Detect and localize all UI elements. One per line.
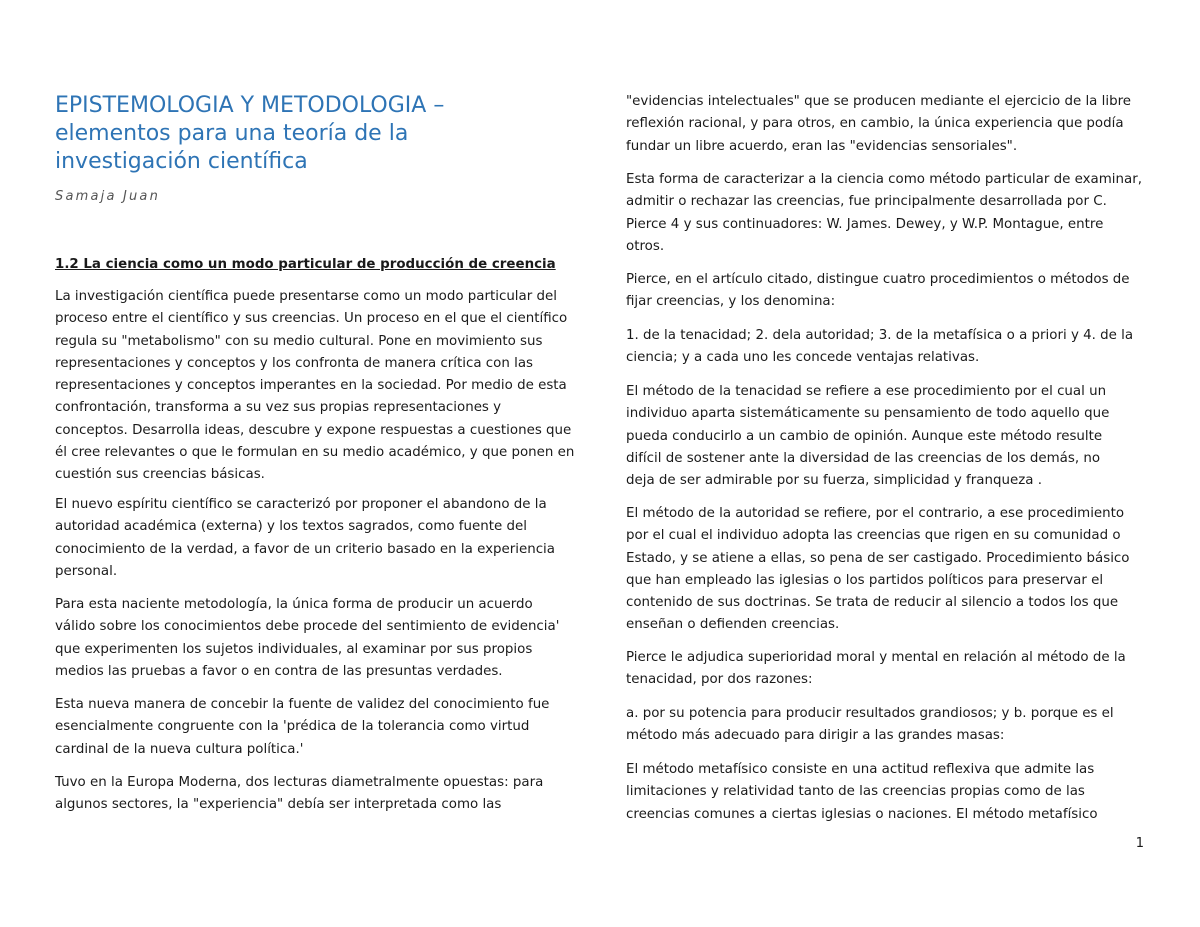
- text-line: cuestión sus creencias básicas.: [55, 467, 265, 483]
- text-line: ciencia; y a cada uno les concede ventajas relativas.: [626, 350, 980, 366]
- title-line: EPISTEMOLOGIA Y METODOLOGIA –: [55, 93, 445, 118]
- text-line: fundar un libre acuerdo, eran las "evidencias sensoriales".: [626, 138, 1018, 154]
- text-line: difícil de sostener ante la diversidad de las creencias de los demás, no: [626, 450, 1101, 466]
- text-line: 1. de la tenacidad; 2. dela autoridad; 3. de la metafísica o a priori y 4. de la: [626, 328, 1134, 343]
- text-line: Esta nueva manera de concebir la fuente de validez del conocimiento fue: [55, 697, 550, 712]
- title-line: investigación científica: [55, 149, 308, 174]
- text-line: regula su "metabolismo" con su medio cultural. Pone en movimiento sus: [55, 333, 543, 349]
- text-line: Pierce 4 y sus continuadores: W. James. Dewey, y W.P. Montague, entre: [626, 216, 1104, 232]
- document-title: [55, 92, 575, 176]
- text-line: otros.: [626, 238, 665, 254]
- text-line: Para esta naciente metodología, la única forma de producir un acuerdo: [55, 597, 533, 612]
- text-line: Esta forma de caracterizar a la ciencia como método particular de examinar,: [626, 172, 1142, 187]
- text-line: El método de la autoridad se refiere, por el contrario, a ese procedimiento: [626, 506, 1125, 521]
- text-line: Tuvo en la Europa Moderna, dos lecturas diametralmente opuestas: para: [55, 775, 544, 790]
- text-line: Pierce le adjudica superioridad moral y mental en relación al método de la: [626, 650, 1126, 665]
- paragraph: [626, 647, 1141, 692]
- title-line: elementos para una teoría de la: [55, 121, 409, 146]
- text-line: cardinal de la nueva cultura política.': [55, 741, 304, 757]
- text-line: método más adecuado para dirigir a las grandes masas:: [626, 728, 1005, 744]
- text-line: conceptos. Desarrolla ideas, descubre y expone respuestas a cuestiones que: [55, 422, 572, 438]
- text-line: conocimiento de la verdad, a favor de un criterio basado en la experiencia: [55, 541, 555, 557]
- paragraph: [55, 594, 575, 683]
- text-line: medios las pruebas a favor o en contra de las presuntas verdades.: [55, 663, 503, 679]
- text-line: pueda conducirlo a un cambio de opinión. Aunque este método resulte: [626, 428, 1103, 444]
- text-line: a. por su potencia para producir resultados grandiosos; y b. porque es el: [626, 706, 1114, 721]
- paragraph: [626, 381, 1141, 492]
- paragraph: [626, 91, 1141, 158]
- paragraph: [55, 772, 575, 817]
- author-name: Samaja Juan: [55, 189, 161, 204]
- text-line: El método de la tenacidad se refiere a ese procedimiento por el cual un: [626, 384, 1107, 399]
- paragraph: [626, 503, 1141, 637]
- text-line: personal.: [55, 563, 118, 579]
- text-line: válido sobre los conocimientos debe procede del sentimiento de evidencia': [55, 619, 560, 635]
- text-line: fijar creencias, y los denomina:: [626, 294, 836, 310]
- page-number: 1: [1135, 836, 1144, 851]
- text-line: algunos sectores, la "experiencia" debía ser interpretada como las: [55, 797, 502, 813]
- text-line: esencialmente congruente con la 'prédica de la tolerancia como virtud: [55, 719, 530, 735]
- text-line: enseñan o defienden creencias.: [626, 617, 840, 633]
- text-line: El método metafísico consiste en una actitud reflexiva que admite las: [626, 762, 1095, 777]
- text-line: proceso entre el científico y sus creencias. Un proceso en el que el científico: [55, 311, 568, 327]
- text-line: creencias comunes a ciertas iglesias o naciones. El método metafísico: [626, 806, 1098, 822]
- paragraph: [626, 325, 1141, 370]
- paragraph: [55, 286, 575, 487]
- paragraph: [626, 759, 1141, 826]
- text-line: autoridad académica (externa) y los textos sagrados, como fuente del: [55, 519, 527, 535]
- text-line: confrontación, transforma a su vez sus propias representaciones y: [55, 400, 502, 416]
- text-line: tenacidad, por dos razones:: [626, 672, 813, 688]
- text-line: representaciones y conceptos imperantes en la sociedad. Por medio de esta: [55, 378, 567, 394]
- text-line: reflexión racional, y para otros, en cambio, la única experiencia que podía: [626, 116, 1124, 132]
- text-line: representaciones y conceptos y los confronta de manera crítica con las: [55, 355, 533, 371]
- text-line: La investigación científica puede presentarse como un modo particular del: [55, 289, 557, 304]
- paragraph: [626, 269, 1141, 314]
- paragraph: [55, 694, 575, 761]
- text-line: admitir o rechazar las creencias, fue principalmente desarrollada por C.: [626, 194, 1107, 210]
- text-line: individuo aparta sistemáticamente su pensamiento de todo aquello que: [626, 406, 1110, 422]
- text-line: El nuevo espíritu científico se caracterizó por proponer el abandono de la: [55, 497, 547, 512]
- paragraph: [626, 703, 1141, 748]
- text-line: por el cual el individuo adopta las creencias que rigen en su comunidad o: [626, 528, 1121, 544]
- section-heading: 1.2 La ciencia como un modo particular de producción de creencia: [55, 257, 556, 272]
- text-line: limitaciones y relatividad tanto de las creencias propias como de las: [626, 784, 1085, 800]
- text-line: deja de ser admirable por su fuerza, simplicidad y franqueza .: [626, 473, 1042, 489]
- paragraph: [626, 169, 1141, 258]
- text-line: él cree relevantes o que le formulan en su medio académico, y que ponen en: [55, 445, 575, 461]
- text-line: Estado, y se atiene a ellas, so pena de ser castigado. Procedimiento básico: [626, 550, 1130, 566]
- text-line: contenido de sus doctrinas. Se trata de reducir al silencio a todos los que: [626, 595, 1119, 611]
- paragraph: [55, 494, 575, 583]
- text-line: Pierce, en el artículo citado, distingue cuatro procedimientos o métodos de: [626, 272, 1130, 287]
- text-line: que han empleado las iglesias o los partidos políticos para preservar el: [626, 572, 1104, 588]
- text-line: que experimenten los sujetos individuales, al examinar por sus propios: [55, 641, 533, 657]
- text-line: "evidencias intelectuales" que se producen mediante el ejercicio de la libre: [626, 94, 1132, 109]
